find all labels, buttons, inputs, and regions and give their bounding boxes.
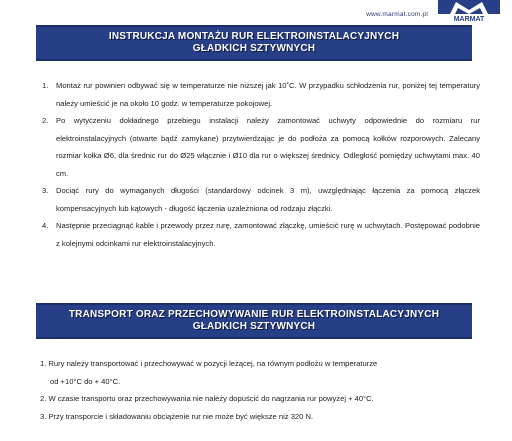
section-title-installation: [36, 25, 472, 61]
list-item: [40, 390, 480, 408]
website-url[interactable]: www.marmat.com.pl: [366, 11, 428, 18]
list-item: [40, 217, 480, 252]
list-item: [40, 355, 480, 390]
page-header: [0, 0, 512, 22]
item-text: 2. W czasie transportu oraz przechowywania nie należy dopuścić do nagrzania rur powyżej + 40°C.: [40, 394, 374, 403]
marmat-logo-icon: [438, 0, 500, 22]
section-title-line1: INSTRUKCJA MONTAŻU RUR ELEKTROINSTALACYJNYCH: [108, 31, 400, 42]
section-title-line2: GŁADKICH SZTYWNYCH: [192, 43, 316, 54]
item-number: 3.: [42, 186, 49, 195]
item-text: Montaż rur powinien odbywać się w temperaturze nie niższej jak 10˚C. W przypadku schłodzenia rur, poniżej tej temperatury należy umieścić je na około 10 godz. w temperaturze pokojowej.: [56, 81, 480, 108]
logo-text: MARMAT: [453, 16, 485, 22]
list-item: [40, 112, 480, 182]
item-text: Po wytyczeniu dokładnego przebiegu instalacji należy zamontować uchwyty odpowiednie do rozmiaru rur elektroinstalacyjnych (otwarte bądź zamykane) przytwierdzając je do podłoża za pomocą kołków rozporowych. Zalecany rozmiar kołka Ø6, dla średnic rur do Ø25 włącznie i Ø10 dla rur o większej średnicy. Odległość pomiędzy uchwytami max. 40 cm.: [56, 116, 480, 178]
list-item: [40, 408, 480, 426]
item-number: 1.: [42, 81, 49, 90]
transport-rules-list: [40, 355, 480, 425]
section-title-line1: TRANSPORT ORAZ PRZECHOWYWANIE RUR ELEKTROINSTALACYJNYCH: [68, 309, 440, 320]
item-number: 2.: [42, 116, 49, 125]
item-text: 1. Rury należy transportować i przechowywać w pozycji leżącej, na równym podłożu w temperaturze: [40, 359, 378, 368]
item-number: 4.: [42, 221, 49, 230]
list-item: [40, 182, 480, 217]
item-text: Następnie przeciągnąć kable i przewody przez rurę, zamontować złączkę, umieścić rurę w uchwytach. Postępować podobnie z kolejnymi odcinkami rur elektroinstalacyjnych.: [56, 221, 480, 248]
section-title-line2: GŁADKICH SZTYWNYCH: [192, 321, 316, 332]
item-text-continuation: od +10°C do + 40°C.: [50, 376, 121, 386]
section-title-transport: [36, 303, 472, 339]
list-item: [40, 77, 480, 112]
item-text: Dociąć rury do wymaganych długości (standardowy odcinek 3 m), uwzględniając łączenia za pomocą złączek kompensacyjnych lub kątowych - długość łączenia uzależniona od rodzaju złączki.: [56, 186, 480, 213]
marmat-logo: [438, 0, 500, 22]
installation-steps-list: [40, 77, 480, 252]
item-text: 3. Przy transporcie i składowaniu obciążenie rur nie może być większe niż 320 N.: [40, 411, 314, 421]
